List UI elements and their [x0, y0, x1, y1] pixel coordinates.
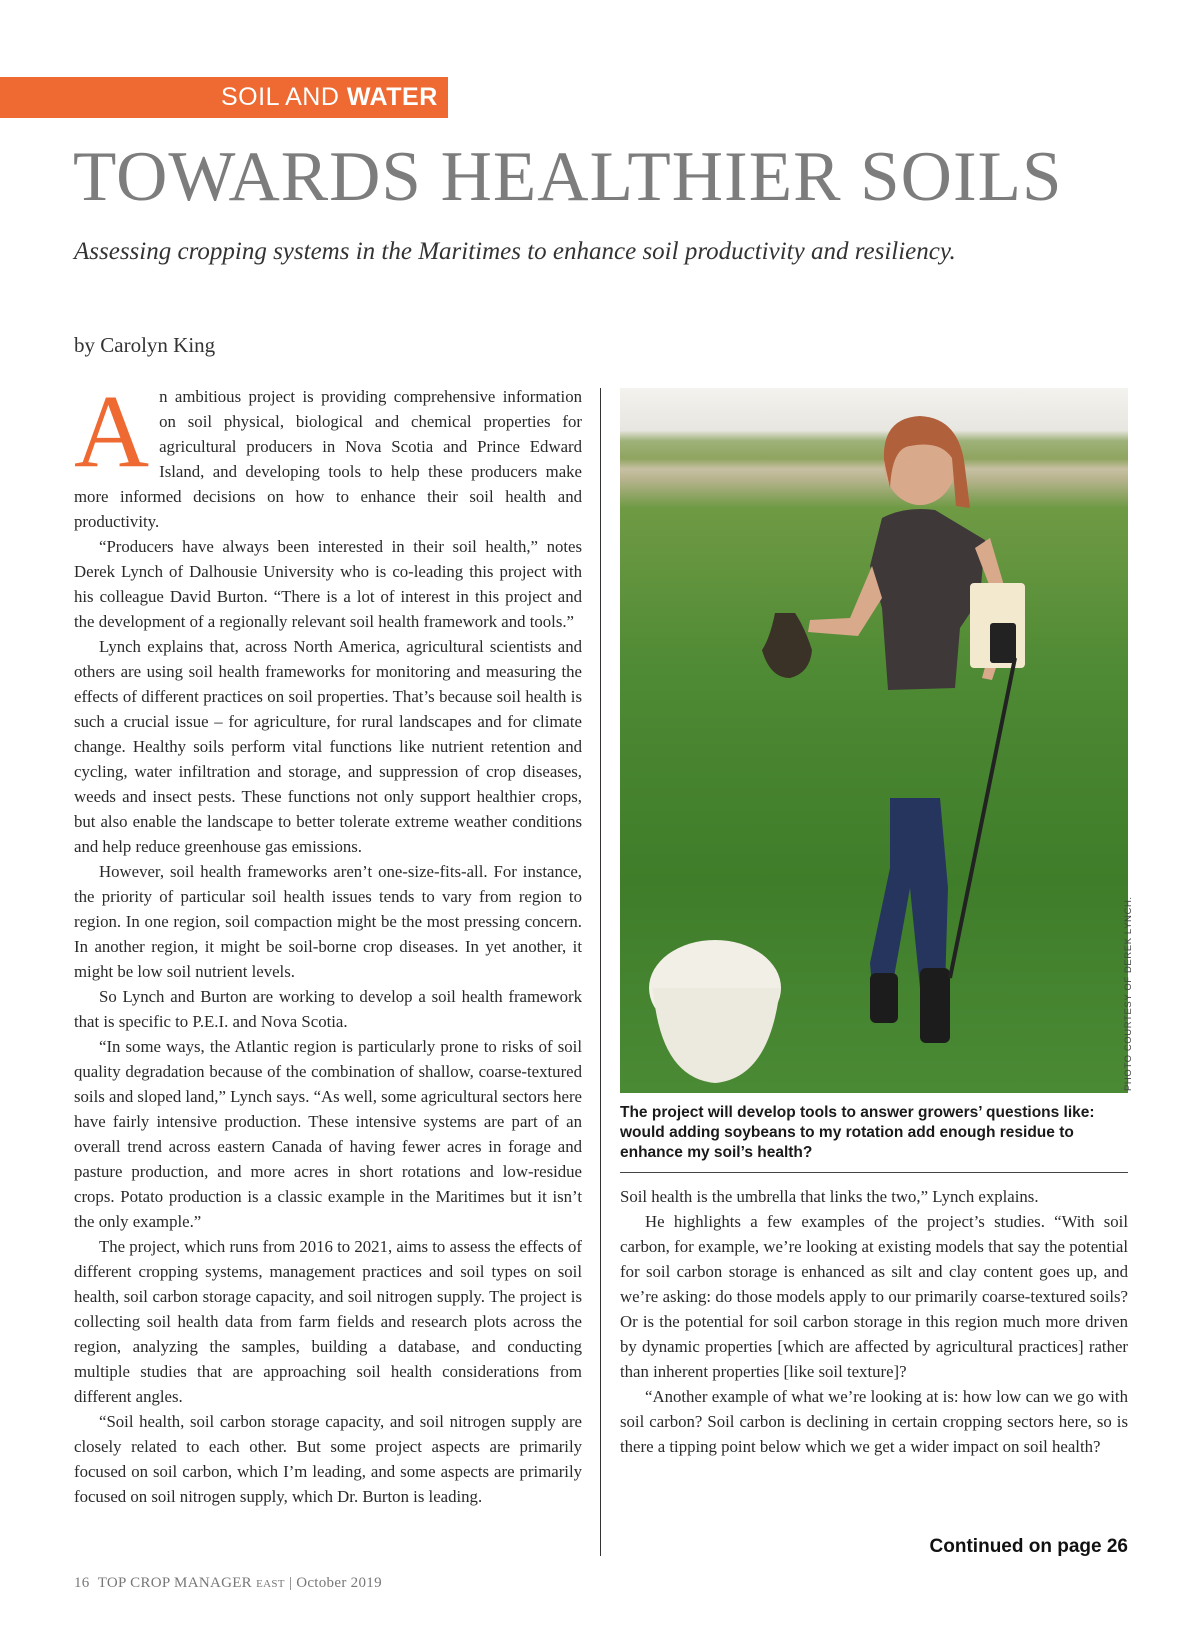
lead-paragraph: [74, 374, 582, 534]
field-photo: [620, 388, 1128, 1093]
right-column: [620, 1184, 1128, 1459]
magazine-name: TOP CROP MANAGER: [97, 1575, 252, 1591]
column-divider: [600, 388, 601, 1556]
photo-caption: The project will develop tools to answer growers’ questions like: would adding soybeans to my rotation add enough residue to enhance my soil’s health?: [620, 1104, 1095, 1161]
drop-cap: A: [74, 374, 150, 489]
lead-text: n ambitious project is providing comprehensive information on soil physical, biological and chemical properties for agricultural producers in Nova Scotia and Prince Edward Island, and developing tools to help these producers make more informed decisions on how to enhance their soil health and productivity.: [74, 387, 582, 531]
body-paragraph: “Another example of what we’re looking at is: how low can we go with soil carbon? Soil carbon is declining in certain cropping sectors here, so is there a tipping point below which we get a wider impact on soil health?: [620, 1387, 1128, 1456]
article-subtitle: Assessing cropping systems in the Maritimes to enhance soil productivity and resiliency.: [74, 238, 956, 265]
caption-rule: [620, 1172, 1128, 1173]
section-banner: [0, 77, 448, 118]
body-paragraph: The project, which runs from 2016 to 2021, aims to assess the effects of different cropping systems, management practices and soil types on soil health, soil carbon storage capacity, and soil nitrogen supply. The project is collecting soil health data from farm fields and research plots across the region, analyzing the samples, building a database, and conducting multiple studies that are approaching soil health considerations from different angles.: [74, 1237, 582, 1406]
body-paragraph: “In some ways, the Atlantic region is particularly prone to risks of soil quality degradation because of the combination of shallow, coarse-textured soils and sloped land,” Lynch says. “As well, some agricultural sectors here have fairly intensive production. These intensive systems are part of an overall trend across eastern Canada of having fewer acres in forage and pasture production, and more acres in short rotations and low-residue crops. Potato production is a classic example in the Maritimes but it isn’t the only example.”: [74, 1037, 582, 1231]
photo-credit: PHOTO COURTESY OF DEREK LYNCH.: [1123, 896, 1134, 1091]
magazine-edition: EAST: [256, 1578, 285, 1590]
body-paragraph: “Producers have always been interested in their soil health,” notes Derek Lynch of Dalhousie University who is co-leading this project with his colleague David Burton. “There is a lot of interest in this project and the development of a regionally relevant soil health framework and tools.”: [74, 537, 582, 631]
page-number: 16: [74, 1575, 90, 1591]
section-emphasis: WATER: [346, 83, 438, 111]
continued-link[interactable]: Continued on page 26: [929, 1536, 1128, 1557]
body-paragraph: “Soil health, soil carbon storage capacity, and soil nitrogen supply are closely related to each other. But some project aspects are primarily focused on soil carbon, which I’m leading, and some aspects are primarily focused on soil nitrogen supply, which Dr. Burton is leading.: [74, 1412, 582, 1506]
footer-separator: |: [288, 1575, 293, 1591]
left-column: [74, 374, 582, 1509]
byline: by Carolyn King: [74, 333, 216, 357]
body-paragraph: Soil health is the umbrella that links the two,” Lynch explains.: [620, 1187, 1039, 1206]
page-footer: [74, 1575, 382, 1592]
body-paragraph: He highlights a few examples of the project’s studies. “With soil carbon, for example, we’re looking at existing models that say the potential for soil carbon storage is enhanced as silt and clay content goes up, and we’re asking: do those models apply to our primarily coarse-textured soils? Or is the potential for soil carbon storage in this region much more driven by dynamic properties [which are affected by agricultural practices] rather than inherent properties [like soil texture]?: [620, 1212, 1128, 1381]
article-title: TOWARDS HEALTHIER SOILS: [73, 138, 1063, 216]
issue-date: October 2019: [296, 1575, 382, 1591]
field-photo-illustration: [620, 388, 1128, 1093]
body-paragraph: Lynch explains that, across North America, agricultural scientists and others are using soil health frameworks for monitoring and measuring the effects of different practices on soil properties. That’s because soil health is such a crucial issue – for agriculture, for rural landscapes and for climate change. Healthy soils perform vital functions like nutrient retention and cycling, water infiltration and storage, and suppression of crop diseases, weeds and insect pests. These functions not only support healthier crops, but also enable the landscape to better tolerate extreme weather conditions and help reduce greenhouse gas emissions.: [74, 637, 582, 856]
body-paragraph: So Lynch and Burton are working to develop a soil health framework that is specific to P.E.I. and Nova Scotia.: [74, 987, 582, 1031]
section-prefix: SOIL AND: [221, 83, 347, 111]
body-paragraph: However, soil health frameworks aren’t one-size-fits-all. For instance, the priority of particular soil health issues tends to vary from region to region. In one region, soil compaction might be the most pressing concern. In another region, it might be soil-borne crop diseases. In yet another, it might be low soil nutrient levels.: [74, 862, 582, 981]
